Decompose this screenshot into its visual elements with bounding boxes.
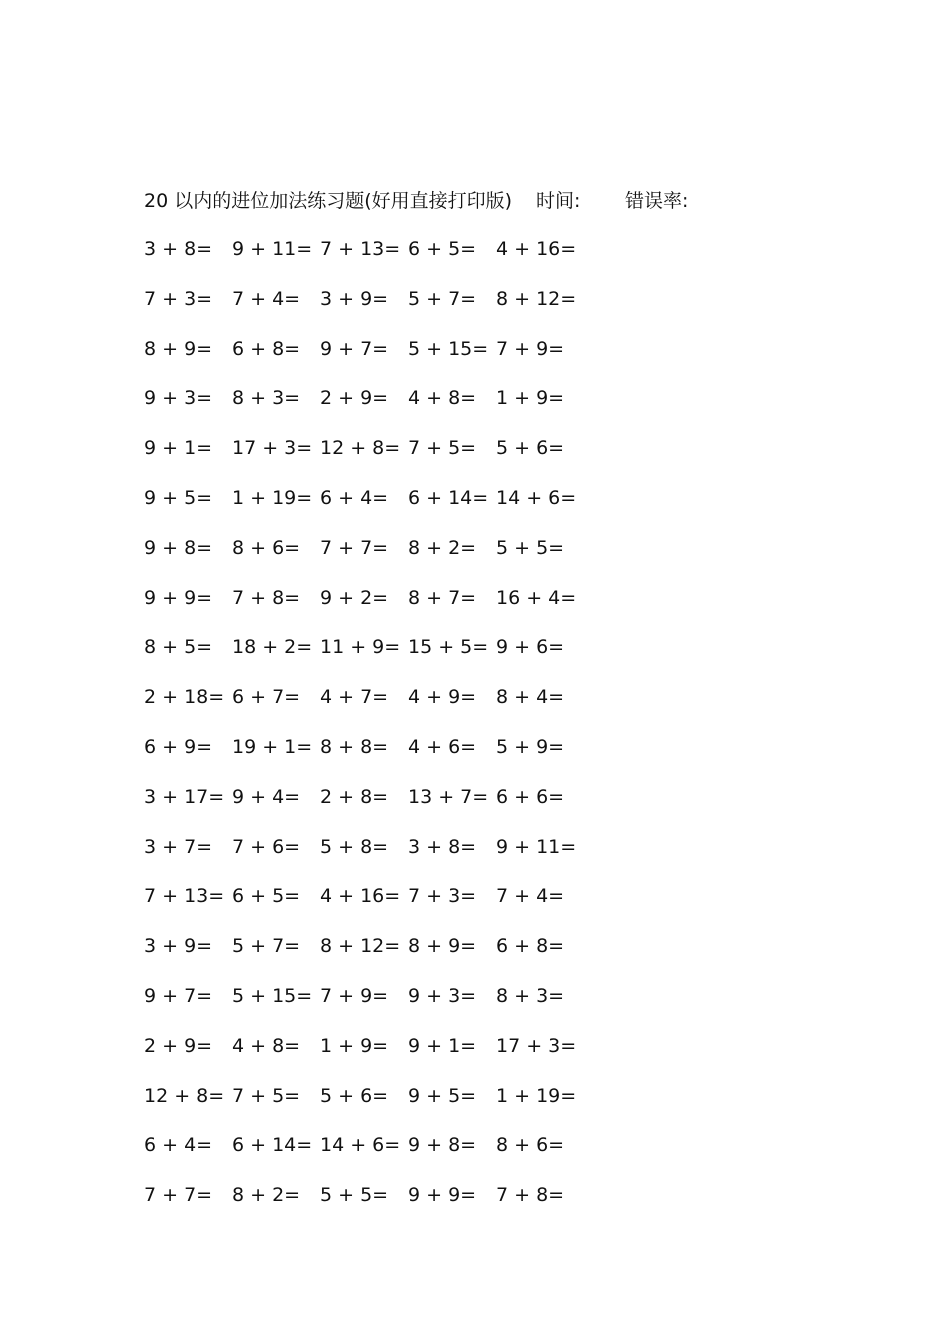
problem-item: 8 + 9= xyxy=(408,935,477,958)
problem-item: 9 + 3= xyxy=(408,984,477,1007)
problem-item: 6 + 5= xyxy=(232,885,301,908)
problem-item: 7 + 6= xyxy=(232,835,301,858)
problem-item: 8 + 4= xyxy=(496,686,565,709)
problem-item: 9 + 2= xyxy=(320,586,389,609)
problem-row xyxy=(144,732,644,782)
problem-item: 1 + 19= xyxy=(232,486,313,509)
problem-item: 6 + 6= xyxy=(496,785,565,808)
problem-item: 12 + 8= xyxy=(320,437,401,460)
problem-item: 4 + 9= xyxy=(408,686,477,709)
worksheet-header xyxy=(144,186,784,216)
problem-item: 1 + 9= xyxy=(496,387,565,410)
problem-item: 6 + 14= xyxy=(232,1134,313,1157)
problem-item: 8 + 2= xyxy=(232,1184,301,1207)
problem-row xyxy=(144,1180,644,1230)
problem-row xyxy=(144,234,644,284)
problem-item: 7 + 5= xyxy=(408,437,477,460)
problem-item: 4 + 8= xyxy=(232,1034,301,1057)
problem-item: 8 + 3= xyxy=(232,387,301,410)
problem-item: 5 + 6= xyxy=(496,437,565,460)
problem-item: 8 + 6= xyxy=(496,1134,565,1157)
problem-row xyxy=(144,1130,644,1180)
problem-item: 9 + 7= xyxy=(320,337,389,360)
problem-item: 19 + 1= xyxy=(232,735,313,758)
problem-item: 8 + 8= xyxy=(320,735,389,758)
problem-row xyxy=(144,1081,644,1131)
problem-item: 9 + 6= xyxy=(496,636,565,659)
problem-row xyxy=(144,334,644,384)
problem-item: 6 + 7= xyxy=(232,686,301,709)
problem-item: 7 + 5= xyxy=(232,1084,301,1107)
problem-item: 6 + 4= xyxy=(144,1134,213,1157)
problem-item: 7 + 8= xyxy=(232,586,301,609)
problem-row xyxy=(144,284,644,334)
problem-item: 3 + 8= xyxy=(408,835,477,858)
problem-item: 9 + 8= xyxy=(144,536,213,559)
time-label: 时间: xyxy=(536,190,581,212)
worksheet-title: 20 以内的进位加法练习题(好用直接打印版) xyxy=(144,190,513,212)
problem-item: 8 + 2= xyxy=(408,536,477,559)
problem-item: 5 + 7= xyxy=(232,935,301,958)
problem-row xyxy=(144,383,644,433)
problem-item: 3 + 9= xyxy=(320,287,389,310)
problem-item: 14 + 6= xyxy=(496,486,577,509)
problem-item: 7 + 8= xyxy=(496,1184,565,1207)
problem-item: 7 + 3= xyxy=(144,287,213,310)
problem-item: 5 + 5= xyxy=(496,536,565,559)
problem-item: 9 + 11= xyxy=(496,835,577,858)
problem-item: 9 + 1= xyxy=(408,1034,477,1057)
problem-item: 5 + 7= xyxy=(408,287,477,310)
problem-item: 13 + 7= xyxy=(408,785,489,808)
problem-item: 11 + 9= xyxy=(320,636,401,659)
problem-item: 2 + 9= xyxy=(144,1034,213,1057)
problem-item: 6 + 5= xyxy=(408,238,477,260)
problem-item: 5 + 15= xyxy=(232,984,313,1007)
problem-row xyxy=(144,533,644,583)
problem-item: 6 + 8= xyxy=(232,337,301,360)
problem-row xyxy=(144,981,644,1031)
problem-item: 17 + 3= xyxy=(232,437,313,460)
problem-item: 6 + 8= xyxy=(496,935,565,958)
problem-row xyxy=(144,782,644,832)
problem-row xyxy=(144,832,644,882)
problem-item: 7 + 7= xyxy=(320,536,389,559)
problem-item: 1 + 19= xyxy=(496,1084,577,1107)
problem-item: 9 + 9= xyxy=(408,1184,477,1207)
problem-item: 9 + 8= xyxy=(408,1134,477,1157)
problem-item: 9 + 7= xyxy=(144,984,213,1007)
problem-item: 3 + 8= xyxy=(144,238,213,260)
problem-item: 15 + 5= xyxy=(408,636,489,659)
problem-row xyxy=(144,433,644,483)
problem-row xyxy=(144,931,644,981)
problem-item: 6 + 14= xyxy=(408,486,489,509)
problem-item: 4 + 7= xyxy=(320,686,389,709)
problem-item: 4 + 6= xyxy=(408,735,477,758)
problem-item: 3 + 17= xyxy=(144,785,225,808)
problem-item: 7 + 3= xyxy=(408,885,477,908)
problem-item: 9 + 3= xyxy=(144,387,213,410)
problem-item: 7 + 13= xyxy=(144,885,225,908)
problem-item: 8 + 9= xyxy=(144,337,213,360)
problem-row xyxy=(144,682,644,732)
problem-item: 3 + 9= xyxy=(144,935,213,958)
problem-item: 6 + 9= xyxy=(144,735,213,758)
problem-item: 4 + 8= xyxy=(408,387,477,410)
problem-item: 18 + 2= xyxy=(232,636,313,659)
problem-row xyxy=(144,483,644,533)
error-rate-label: 错误率: xyxy=(625,190,689,212)
problem-item: 7 + 7= xyxy=(144,1184,213,1207)
problem-item: 5 + 5= xyxy=(320,1184,389,1207)
problem-item: 9 + 5= xyxy=(144,486,213,509)
problem-item: 12 + 8= xyxy=(144,1084,225,1107)
problem-item: 8 + 6= xyxy=(232,536,301,559)
problem-item: 14 + 6= xyxy=(320,1134,401,1157)
problem-item: 2 + 8= xyxy=(320,785,389,808)
problem-row xyxy=(144,632,644,682)
problem-item: 7 + 13= xyxy=(320,238,401,260)
problem-item: 7 + 4= xyxy=(232,287,301,310)
problem-row xyxy=(144,1031,644,1081)
problem-item: 9 + 5= xyxy=(408,1084,477,1107)
problem-item: 5 + 15= xyxy=(408,337,489,360)
problem-item: 9 + 9= xyxy=(144,586,213,609)
problem-item: 7 + 4= xyxy=(496,885,565,908)
problem-item: 9 + 11= xyxy=(232,238,313,260)
problem-item: 8 + 7= xyxy=(408,586,477,609)
problem-item: 4 + 16= xyxy=(496,238,577,260)
problem-item: 17 + 3= xyxy=(496,1034,577,1057)
problem-item: 9 + 1= xyxy=(144,437,213,460)
problem-item: 5 + 6= xyxy=(320,1084,389,1107)
problem-item: 1 + 9= xyxy=(320,1034,389,1057)
problem-item: 3 + 7= xyxy=(144,835,213,858)
problem-item: 7 + 9= xyxy=(320,984,389,1007)
problem-item: 4 + 16= xyxy=(320,885,401,908)
problem-item: 2 + 18= xyxy=(144,686,225,709)
problem-item: 16 + 4= xyxy=(496,586,577,609)
problem-row xyxy=(144,583,644,633)
problem-item: 8 + 12= xyxy=(496,287,577,310)
problem-item: 9 + 4= xyxy=(232,785,301,808)
problem-item: 7 + 9= xyxy=(496,337,565,360)
problem-item: 2 + 9= xyxy=(320,387,389,410)
problem-item: 5 + 9= xyxy=(496,735,565,758)
problem-item: 8 + 12= xyxy=(320,935,401,958)
problem-item: 8 + 5= xyxy=(144,636,213,659)
problem-grid xyxy=(144,234,644,1230)
problem-row xyxy=(144,881,644,931)
problem-item: 8 + 3= xyxy=(496,984,565,1007)
problem-item: 5 + 8= xyxy=(320,835,389,858)
problem-item: 6 + 4= xyxy=(320,486,389,509)
